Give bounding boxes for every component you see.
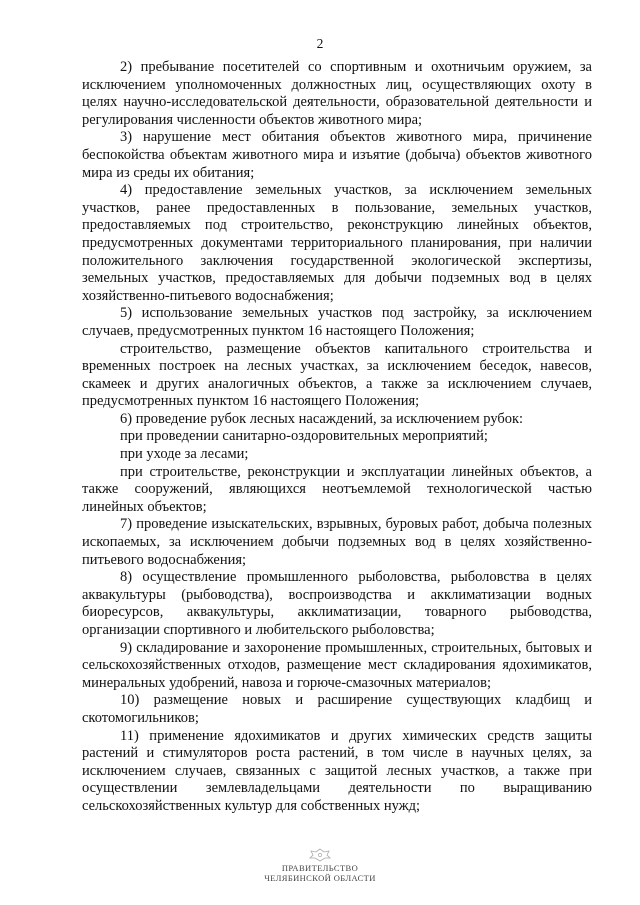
paragraph-item-3: 3) нарушение мест обитания объектов животного мира, причинение беспокойства объектам животного мира и изъятие (добыча) объектов животного мира из среды их обитания; bbox=[82, 129, 592, 181]
paragraph-sanitary: при проведении санитарно-оздоровительных мероприятий; bbox=[120, 428, 488, 445]
paragraph-construction: строительство, размещение объектов капитального строительства и временных построек на лесных участках, за исключением беседок, навесов, скамеек и других аналогичных объектов, а также за исключением случаев, предусмотренных пунктом 16 настоящего Положения; bbox=[82, 340, 592, 410]
paragraph-item-9: 9) складирование и захоронение промышленных, строительных, бытовых и сельскохозяйственных отходов, размещение мест складирования ядохимикатов, минеральных удобрений, навоза и горюче-смазочных материалов; bbox=[82, 639, 592, 691]
stamp-line-region: ЧЕЛЯБИНСКОЙ ОБЛАСТИ bbox=[264, 873, 376, 883]
paragraph-forest-care: при уходе за лесами; bbox=[120, 446, 249, 463]
stamp-line-government: ПРАВИТЕЛЬСТВО bbox=[281, 863, 359, 873]
paragraph-item-8: 8) осуществление промышленного рыболовства, рыболовства в целях аквакультуры (рыбоводства), воспроизводства и акклиматизации водных биоресурсов, аквакультуры, акклиматизации, товарного рыбоводства, организации спортивного и любительского рыболовства; bbox=[82, 569, 592, 638]
government-stamp bbox=[0, 848, 640, 883]
paragraph-item-2: 2) пребывание посетителей со спортивным и охотничьим оружием, за исключением уполномоченных должностных лиц, осуществляющих охоту в целях научно-исследовательской деятельности, образовательной деятельности и регулирования численности объектов животного мира; bbox=[82, 59, 592, 128]
document-body bbox=[82, 59, 592, 816]
paragraph-item-6: 6) проведение рубок лесных насаждений, за исключением рубок: bbox=[120, 410, 524, 427]
page-number: 2 bbox=[316, 36, 324, 51]
coat-of-arms-icon bbox=[307, 848, 333, 862]
paragraph-item-11: 11) применение ядохимикатов и других химических средств защиты растений и стимуляторов роста растений, в том числе в научных целях, за исключением случаев, связанных с защитой лесных участков, а также при осуществлении землевладельцами деятельности по выращиванию сельскохозяйственных культур для собственных нужд; bbox=[82, 727, 592, 814]
paragraph-item-5: 5) использование земельных участков под застройку, за исключением случаев, предусмотренных пунктом 16 настоящего Положения; bbox=[82, 305, 592, 339]
paragraph-linear-objects: при строительстве, реконструкции и эксплуатации линейных объектов, а также сооружений, являющихся неотъемлемой технологической частью линейных объектов; bbox=[82, 463, 592, 515]
paragraph-item-10: 10) размещение новых и расширение существующих кладбищ и скотомогильников; bbox=[82, 692, 592, 726]
paragraph-item-4: 4) предоставление земельных участков, за исключением земельных участков, ранее предоставленных в пользование, земельных участков, предоставляемых под строительство, реконструкцию линейных объектов, предусмотренных документами территориального планирования, при наличии положительного заключения государственной экологической экспертизы, земельных участков, предоставляемых для добычи подземных вод в целях хозяйственно-питьевого водоснабжения; bbox=[82, 182, 592, 304]
paragraph-item-7: 7) проведение изыскательских, взрывных, буровых работ, добыча полезных ископаемых, за исключением добычи подземных вод в целях хозяйственно-питьевого водоснабжения; bbox=[82, 516, 592, 568]
